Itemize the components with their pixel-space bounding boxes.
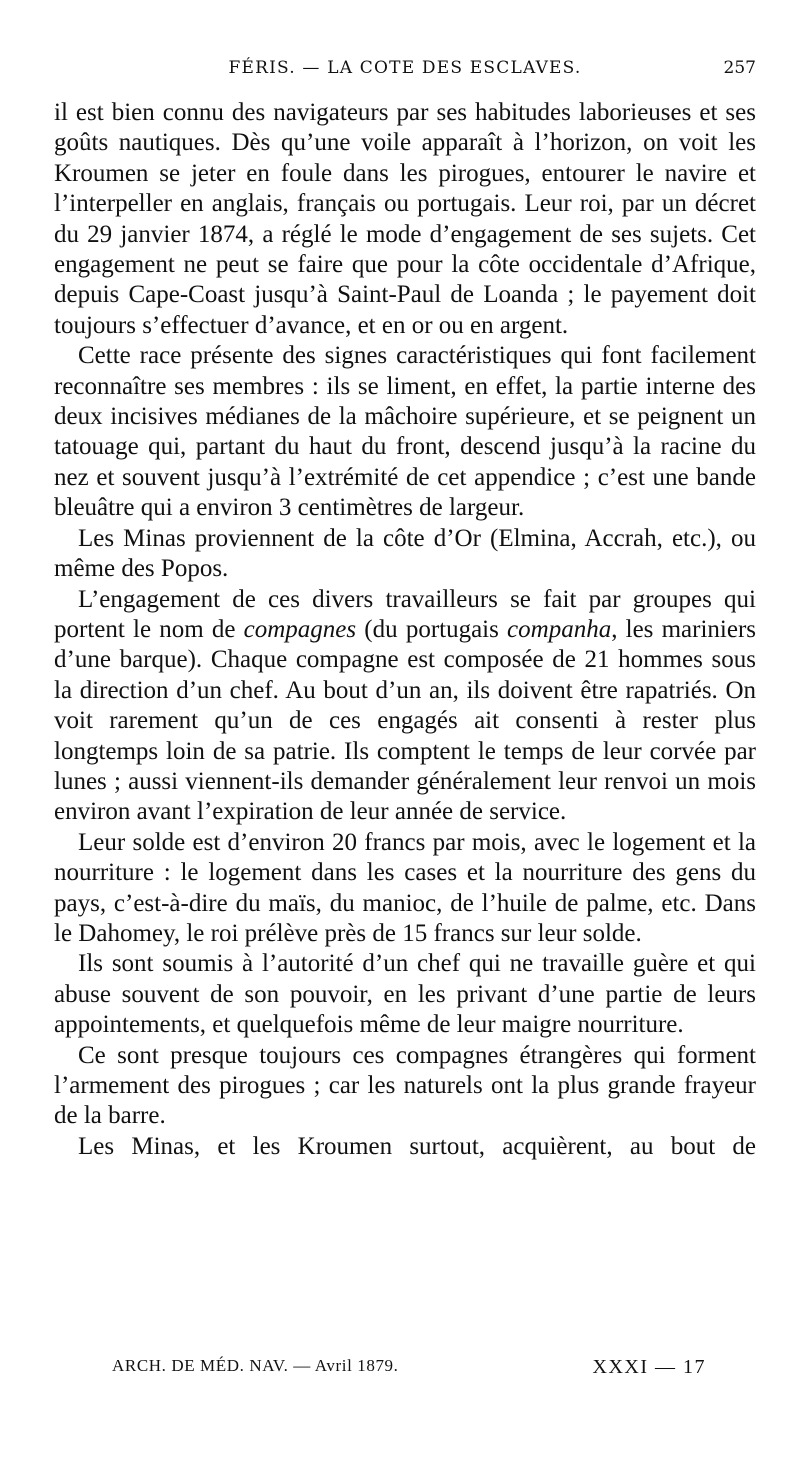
footer-journal-reference: ARCH. DE MÉD. NAV. — Avril 1879. [112, 1356, 399, 1375]
term-compagnes: compagnes [243, 615, 357, 643]
paragraph-pirogue-crews: Ce sont presque toujours ces compagnes étrangères qui forment l’armement des pirogues ; car les naturels ont la plus grande frayeur de la barre. [54, 1041, 756, 1130]
paragraph-continuation: Les Minas, et les Kroumen surtout, acquièrent, au bout de [78, 1132, 756, 1160]
page-number: 257 [723, 58, 756, 78]
paragraph-kroumen-habits: il est bien connu des navigateurs par ses habitudes laborieuses et ses goûts nautiques. Dès qu’une voile apparaît à l’horizon, on voit les Kroumen se jeter en foule dans les pirogues, entourer le navire et l’interpeller en anglais, français ou portugais. Leur roi, par un décret du 29 janvier 1874, a réglé le mode d’engagement de ses sujets. Cet engagement ne peut se faire que pour la côte occidentale d’Afrique, depuis Cape-Coast jusqu’à Saint-Paul de Loanda ; le payement doit toujours s’effectuer d’avance, et en or ou en argent. [54, 99, 756, 339]
paragraph-salary: Leur solde est d’environ 20 francs par mois, avec le logement et la nourriture : le logement dans les cases et la nourriture des gens du pays, c’est-à-dire du maïs, du manioc, de l’huile de palme, etc. Dans le Dahomey, le roi prélève près de 15 francs sur leur solde. [54, 828, 756, 947]
paragraph-race-signs: Cette race présente des signes caractéristiques qui font facilement reconnaître ses membres : ils se liment, en effet, la partie interne des deux incisives médianes de la mâchoire supérieure, et se peignent un tatouage qui, partant du haut du front, descend jusqu’à la racine du nez et souvent jusqu’à l’extrémité de cet appendice ; c’est une bande bleuâtre qui a environ 3 centimètres de largeur. [54, 342, 756, 522]
running-head [54, 58, 756, 90]
engagement-text-middle: (du portugais [356, 615, 508, 643]
term-companha: companha [507, 615, 612, 643]
engagement-text-start: L’engagement de ces divers travailleurs se fait par groupes qui portent le nom de [54, 585, 756, 643]
page-footer [112, 1356, 706, 1376]
paragraph-chief-authority: Ils sont soumis à l’autorité d’un chef qui ne travaille guère et qui abuse souvent de son pouvoir, en les privant d’une partie de leurs appointements, et quelquefois même de leur maigre nourriture. [54, 950, 756, 1039]
running-head-title: FÉRIS. — LA COTE DES ESCLAVES. [228, 58, 582, 78]
paragraph-engagement [54, 585, 756, 828]
paragraph-minas-origin: Les Minas proviennent de la côte d’Or (Elmina, Accrah, etc.), ou même des Popos. [54, 524, 756, 583]
footer-signature-mark: XXXI — 17 [592, 1356, 706, 1378]
body-text [54, 98, 756, 1162]
engagement-text-end: , les mariniers d’une barque). Chaque compagne est composée de 21 hommes sous la direction d’un chef. Au bout d’un an, ils doivent être rapatriés. On voit rarement qu’un de ces engagés ait consenti à rester plus longtemps loin de sa patrie. Ils comptent le temps de leur corvée par lunes ; aussi viennent-ils demander généralement leur renvoi un mois environ avant l’expiration de leur année de service. [54, 615, 756, 826]
